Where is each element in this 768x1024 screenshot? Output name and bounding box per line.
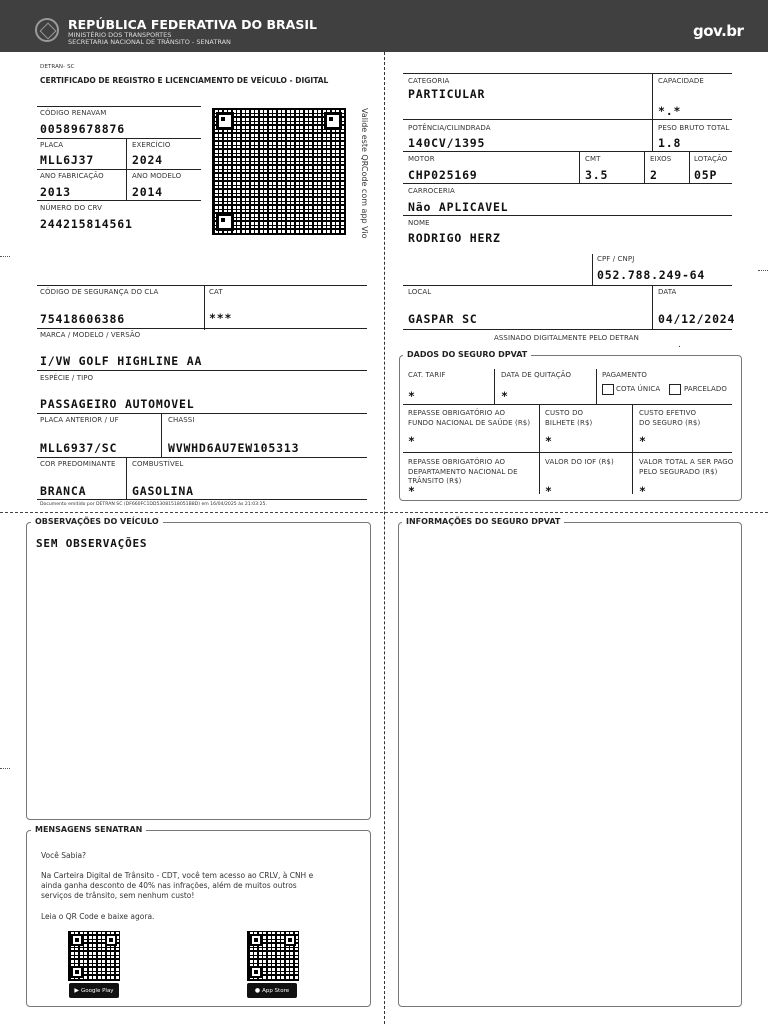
ano-fabricacao-value: 2013: [40, 185, 71, 199]
nome-label: NOME: [408, 219, 430, 227]
google-play-badge[interactable]: [69, 983, 119, 998]
placa-anterior-value: MLL6937/SC: [40, 441, 118, 455]
quitacao-value: *: [501, 389, 509, 403]
mensagens-line-2: ainda ganha desconto de 40% nas infrações, além de muitos outros: [41, 881, 297, 890]
peso-label: PESO BRUTO TOTAL: [658, 124, 730, 132]
cat-label: CAT: [209, 288, 223, 296]
emission-note: Documento emitido por DETRAN SC (DF660FC1DD53081518051B8D) em 16/04/2025 às 21:03:25.: [40, 502, 267, 507]
cmt-value: 3.5: [585, 168, 609, 182]
potencia-value: 140CV/1395: [408, 136, 486, 150]
cota-unica-checkbox[interactable]: [602, 384, 614, 395]
apple-icon: ●: [254, 987, 263, 994]
cmt-label: CMT: [585, 155, 601, 163]
header-ministry: MINISTÉRIO DOS TRANSPORTES: [68, 31, 172, 39]
cota-unica-label: COTA ÚNICA: [616, 385, 661, 393]
capacidade-label: CAPACIDADE: [658, 77, 704, 85]
quitacao-label: DATA DE QUITAÇÃO: [501, 371, 572, 379]
especie-label: ESPÉCIE / TIPO: [40, 374, 94, 382]
lotacao-label: LOTAÇÃO: [694, 155, 728, 163]
repasse-fns-label-2: FUNDO NACIONAL DE SAÚDE (R$): [408, 419, 531, 427]
brasil-coat-of-arms-icon: [35, 18, 59, 42]
app-store-badge[interactable]: [247, 983, 297, 998]
repasse-dnt-label: REPASSE OBRIGATÓRIO AO: [408, 458, 506, 466]
custo-bilhete-label: CUSTO DO: [545, 409, 584, 417]
observacoes-text: SEM OBSERVAÇÕES: [36, 537, 148, 550]
combustivel-label: COMBUSTÍVEL: [132, 460, 184, 468]
motor-label: MOTOR: [408, 155, 435, 163]
categoria-label: CATEGORIA: [408, 77, 450, 85]
repasse-dnt-value: *: [408, 484, 416, 498]
google-play-qr-code[interactable]: [68, 931, 120, 981]
marca-value: I/VW GOLF HIGHLINE AA: [40, 354, 203, 368]
valor-total-label-2: PELO SEGURADO (R$): [639, 468, 718, 476]
crv-label: NÚMERO DO CRV: [40, 204, 103, 212]
info-dpvat-box: [398, 522, 742, 1007]
data-value: 04/12/2024: [658, 312, 736, 326]
cla-value: 75418606386: [40, 312, 125, 326]
valor-total-value: *: [639, 484, 647, 498]
custo-bilhete-value: *: [545, 434, 553, 448]
google-play-label: Google Play: [80, 988, 114, 994]
iof-value: *: [545, 484, 553, 498]
mensagens-heading: Você Sabia?: [41, 851, 87, 860]
repasse-fns-label: REPASSE OBRIGATÓRIO AO: [408, 409, 506, 417]
local-label: LOCAL: [408, 288, 432, 296]
motor-value: CHP025169: [408, 168, 478, 182]
data-label: DATA: [658, 288, 677, 296]
renavam-value: 00589678876: [40, 122, 125, 136]
valor-total-label: VALOR TOTAL A SER PAGO: [639, 458, 734, 466]
cat-tarif-label: CAT. TARIF: [408, 371, 446, 379]
custo-bilhete-label-2: BILHETE (R$): [545, 419, 593, 427]
iof-label: VALOR DO IOF (R$): [545, 458, 614, 466]
carroceria-value: Não APLICAVEL: [408, 200, 509, 214]
lotacao-value: 05P: [694, 168, 718, 182]
placa-anterior-label: PLACA ANTERIOR / UF: [40, 416, 119, 424]
govbr-logo: gov.br: [693, 22, 744, 40]
repasse-dnt-label-2: DEPARTAMENTO NACIONAL DE: [408, 468, 518, 476]
placa-value: MLL6J37: [40, 153, 95, 167]
left-margin-dots: [0, 256, 10, 257]
cla-label: CÓDIGO DE SEGURANÇA DO CLA: [40, 288, 159, 296]
qr-validation-caption: Valide este QRCode com app Vio: [360, 108, 369, 239]
custo-efetivo-value: *: [639, 434, 647, 448]
exercicio-value: 2024: [132, 153, 163, 167]
carroceria-label: CARROCERIA: [408, 187, 455, 195]
cor-label: COR PREDOMINANTE: [40, 460, 116, 468]
ano-modelo-value: 2014: [132, 185, 163, 199]
cat-value: ***: [209, 311, 233, 325]
vertical-cut-line: [384, 52, 385, 1024]
cpf-label: CPF / CNPJ: [597, 255, 635, 263]
local-value: GASPAR SC: [408, 312, 478, 326]
right-margin-dots: [758, 270, 768, 271]
google-play-icon: ▶: [74, 987, 81, 994]
marca-label: MARCA / MODELO / VERSÃO: [40, 331, 141, 339]
repasse-fns-value: *: [408, 434, 416, 448]
ano-modelo-label: ANO MODELO: [132, 172, 182, 180]
ano-fabricacao-label: ANO FABRICAÇÃO: [40, 172, 104, 180]
renavam-label: CÓDIGO RENAVAM: [40, 109, 107, 117]
chassi-label: CHASSI: [168, 416, 195, 424]
capacidade-value: *.*: [658, 104, 682, 118]
cor-value: BRANCA: [40, 484, 87, 498]
eixos-value: 2: [650, 168, 658, 182]
mensagens-title: MENSAGENS SENATRAN: [31, 825, 146, 834]
observacoes-box: [26, 522, 371, 820]
custo-efetivo-label: CUSTO EFETIVO: [639, 409, 697, 417]
placa-label: PLACA: [40, 141, 64, 149]
app-store-qr-code[interactable]: [247, 931, 299, 981]
info-dpvat-title: INFORMAÇÕES DO SEGURO DPVAT: [402, 517, 564, 526]
header-secretariat: SECRETARIA NACIONAL DE TRÂNSITO - SENATRAN: [68, 38, 231, 46]
cat-tarif-value: *: [408, 389, 416, 403]
dpvat-title: DADOS DO SEGURO DPVAT: [403, 350, 531, 359]
left-margin-dots-2: [0, 768, 10, 769]
crv-value: 244215814561: [40, 217, 133, 231]
pagamento-label: PAGAMENTO: [602, 371, 648, 379]
peso-value: 1.8: [658, 136, 682, 150]
repasse-dnt-label-3: TRÂNSITO (R$): [408, 477, 462, 485]
mensagens-line-3: serviços de trânsito, sem nenhum custo!: [41, 891, 195, 900]
chassi-value: WVWHD6AU7EW105313: [168, 441, 300, 455]
validation-qr-code: [212, 108, 346, 235]
nome-value: RODRIGO HERZ: [408, 231, 501, 245]
exercicio-label: EXERCÍCIO: [132, 141, 171, 149]
mensagens-cta: Leia o QR Code e baixe agora.: [41, 912, 155, 921]
parcelado-label: PARCELADO: [684, 385, 728, 393]
header-title: REPÚBLICA FEDERATIVA DO BRASIL: [68, 17, 317, 32]
horizontal-cut-line: [0, 512, 768, 513]
signed-note: ASSINADO DIGITALMENTE PELO DETRAN: [494, 334, 639, 342]
eixos-label: EIXOS: [650, 155, 672, 163]
detran-label: DETRAN- SC: [40, 64, 75, 70]
categoria-value: PARTICULAR: [408, 87, 486, 101]
small-dot: .: [678, 340, 681, 350]
combustivel-value: GASOLINA: [132, 484, 194, 498]
observacoes-title: OBSERVAÇÕES DO VEÍCULO: [31, 517, 163, 526]
app-store-label: App Store: [262, 988, 290, 994]
mensagens-line-1: Na Carteira Digital de Trânsito - CDT, você tem acesso ao CRLV, à CNH e: [41, 871, 314, 880]
potencia-label: POTÊNCIA/CILINDRADA: [408, 124, 491, 132]
document-title: CERTIFICADO DE REGISTRO E LICENCIAMENTO DE VEÍCULO - DIGITAL: [40, 76, 329, 85]
parcelado-checkbox[interactable]: [669, 384, 681, 395]
cpf-value: 052.788.249-64: [597, 268, 706, 282]
especie-value: PASSAGEIRO AUTOMOVEL: [40, 397, 195, 411]
custo-efetivo-label-2: DO SEGURO (R$): [639, 419, 701, 427]
